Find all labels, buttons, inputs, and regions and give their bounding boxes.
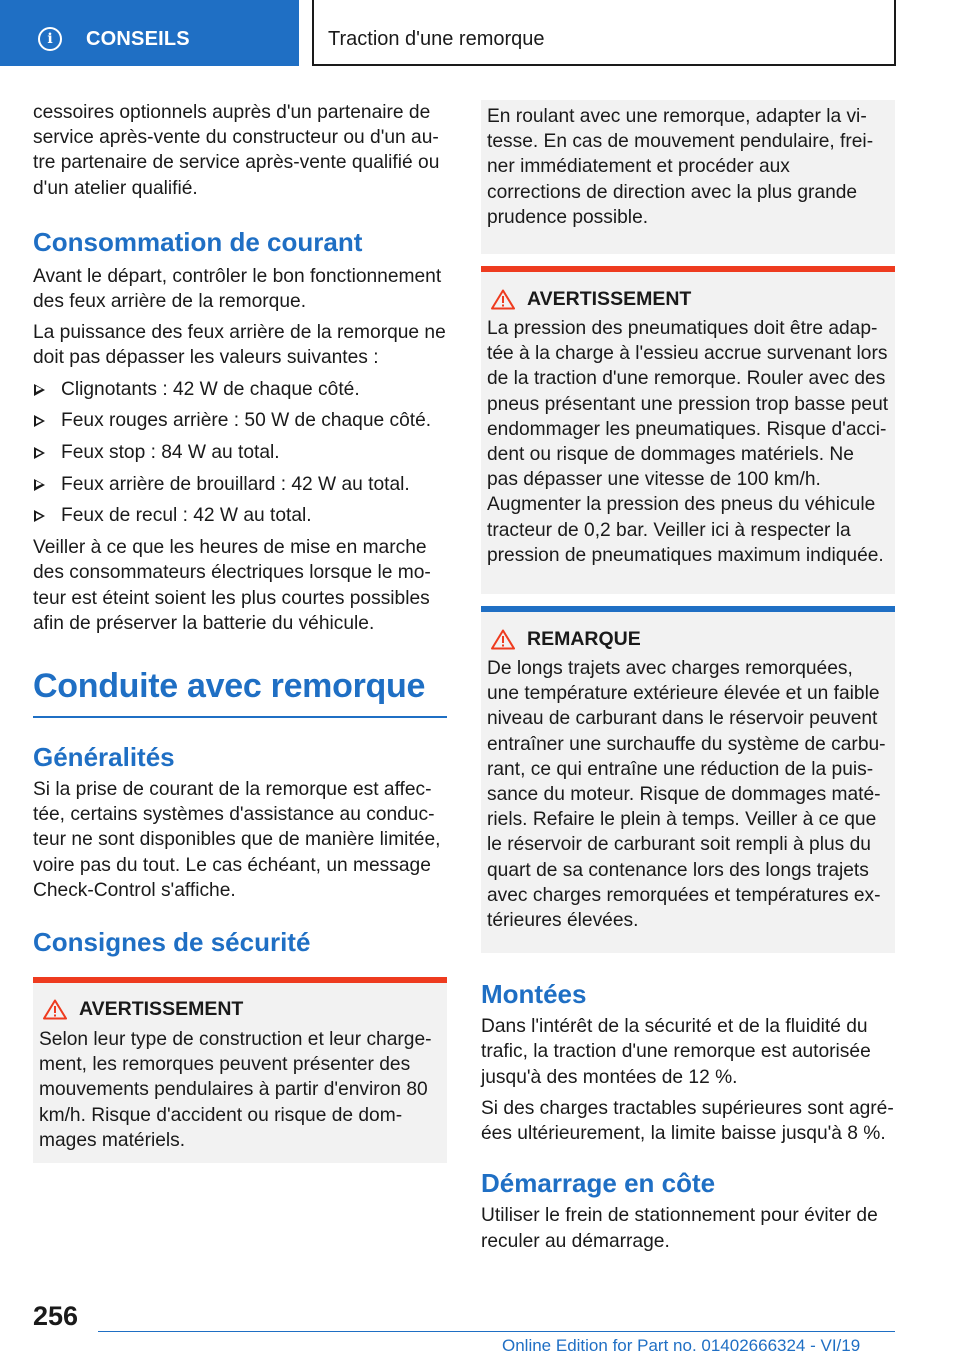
climbs-heading: Montées (481, 979, 587, 1010)
chapter-divider (33, 716, 447, 718)
list-item: Feux stop : 84 W au total. (33, 440, 447, 465)
triangle-bullet-icon (34, 447, 45, 459)
warning-triangle-icon (491, 289, 515, 310)
hill-start-heading: Démarrage en côte (481, 1168, 716, 1199)
section-title-box (312, 0, 896, 66)
climbs-paragraph-1: Dans l'intérêt de la sécurité et de la fluidité du trafic, la traction d'une remorque est autorisée jusqu'à des montées de 12 %. (481, 1016, 871, 1088)
warning-header (487, 284, 889, 312)
section-tab-label: CONSEILS (86, 28, 190, 50)
warning-title: AVERTISSEMENT (79, 998, 244, 1021)
lamp-power-list (33, 377, 447, 529)
warning-title: AVERTISSEMENT (527, 287, 692, 310)
consumption-paragraph-1: Avant le départ, contrôler le bon fonctionnement des feux arrière de la remorque. (33, 265, 442, 313)
tire-pressure-warning-box (481, 266, 895, 594)
triangle-bullet-icon (34, 415, 45, 427)
note-header (487, 624, 889, 652)
right-column (481, 100, 895, 1260)
info-circle-icon: i (38, 27, 62, 51)
left-column (33, 100, 447, 1163)
fuel-note-box (481, 606, 895, 953)
list-item: Feux rouges arrière : 50 W de chaque côté. (33, 408, 447, 433)
warning-continuation-box (481, 100, 895, 254)
chapter-title: Conduite avec remorque (33, 666, 426, 705)
edition-note: Online Edition for Part no. 01402666324 - VI/19 (502, 1336, 861, 1355)
consumption-paragraph-3: Veiller à ce que les heures de mise en marche des consommateurs électriques lorsque le moteur est éteint soient les plus courtes possibles afin de préserver la batterie du véhicule. (33, 537, 431, 634)
safety-heading: Consignes de sécurité (33, 926, 311, 957)
list-item: Feux arrière de brouillard : 42 W au total. (33, 472, 447, 497)
page-number: 256 (33, 1301, 79, 1331)
list-item: Feux de recul : 42 W au total. (33, 503, 447, 528)
consumption-paragraph-2: La puissance des feux arrière de la remorque ne doit pas dépasser les valeurs suivantes : (33, 322, 446, 369)
warning-text: Selon leur type de construction et leur chargement, les remorques peuvent présenter des mouvements pendulaires à partir d'environ 80 km/h. Risque d'accident ou risque de dommages matériels. (39, 1028, 432, 1151)
list-item: Clignotants : 42 W de chaque côté. (33, 377, 447, 402)
warning-triangle-icon (491, 629, 515, 650)
footer-divider (98, 1331, 895, 1332)
intro-paragraph: cessoires optionnels auprès d'un partenaire de service après-vente du constructeur ou d'un autre partenaire de service après-vente qualifié ou d'un atelier qualifié. (33, 102, 440, 199)
note-text: De longs trajets avec charges remorquées, une température extérieure élevée et un faible niveau de carburant dans le réservoir peuvent entraîner une surchauffe du système de carburant, ce qui entraîne une réduction de la puissance du moteur. Risque de dommages matériels. Refaire le plein à temps. Veiller à ce que le réservoir de carburant soit rempli à plus du quart de sa contenance lors des longs trajets avec charges remorquées et températures extérieures élevées. (487, 658, 886, 932)
safety-warning-box (33, 977, 447, 1163)
note-title: REMARQUE (527, 627, 641, 650)
warning-text: La pression des pneumatiques doit être adaptée à la charge à l'essieu accrue survenant lors de la traction d'une remorque. Rouler avec des pneus présentant une pression trop basse peut endommager les pneumatiques. Risque d'accident ou risque de dommages matériels. Ne pas dépasser une vitesse de 100 km/h. Augmenter la pression des pneus du véhicule tracteur de 0,2 bar. Veiller ici à respecter la pression de pneumatiques maximum indiquée. (487, 318, 889, 566)
section-title: Traction d'une remorque (328, 28, 545, 50)
consumption-heading: Consommation de courant (33, 226, 363, 257)
triangle-bullet-icon (34, 479, 45, 491)
hill-start-paragraph: Utiliser le frein de stationnement pour éviter de reculer au démarrage. (481, 1205, 878, 1252)
triangle-bullet-icon (34, 510, 45, 522)
general-paragraph: Si la prise de courant de la remorque est affectée, certains systèmes d'assistance au conducteur ne sont disponibles que de manière limitée, voire pas du tout. Le cas échéant, un message Check-Control s'affiche. (33, 778, 441, 901)
warning-header (39, 995, 441, 1023)
section-tab (0, 0, 299, 66)
general-heading: Généralités (33, 741, 175, 772)
warning-continuation-text: En roulant avec une remorque, adapter la vitesse. En cas de mouvement pendulaire, freiner immédiatement et procéder aux corrections de direction avec la plus grande prudence possible. (487, 106, 874, 228)
triangle-bullet-icon (34, 384, 45, 396)
warning-triangle-icon (43, 999, 67, 1020)
climbs-paragraph-2: Si des charges tractables supérieures sont agréées ultérieurement, la limite baisse jusqu'à 8 %. (481, 1097, 894, 1145)
